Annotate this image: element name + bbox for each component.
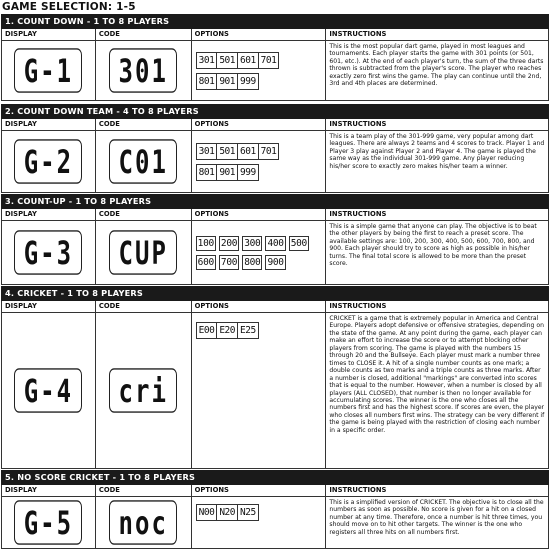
code-lcd: C01 [109,139,177,184]
display-column-header: DISPLAY [2,119,96,130]
options-list [192,41,326,100]
options-column-header: OPTIONS [192,485,327,496]
instructions-column-header: INSTRUCTIONS [326,301,549,312]
option-value: N20 [217,505,238,520]
code-lcd: 301 [109,48,177,93]
option-value: E00 [197,323,218,338]
game-row [1,313,549,469]
option-value: 701 [260,54,277,66]
options-list [192,497,326,548]
instructions-column-header: INSTRUCTIONS [326,485,549,496]
options-column-header: OPTIONS [192,301,327,312]
page-title: GAME SELECTION: 1-5 [2,1,136,13]
code-lcd: cri [109,368,177,413]
instructions-column-header: INSTRUCTIONS [326,119,549,130]
game-row [1,131,549,193]
game-section-4 [1,286,549,469]
display-column-header: DISPLAY [2,29,96,40]
column-header-row [1,301,549,313]
option-group [196,73,259,90]
option-value: E20 [217,323,238,338]
display-lcd: G-4 [14,368,82,413]
option-value: 200 [220,237,238,249]
section-header: 4. CRICKET - 1 TO 8 PLAYERS [1,286,549,301]
section-header: 2. COUNT DOWN TEAM - 4 TO 8 PLAYERS [1,104,549,119]
column-header-row [1,485,549,497]
option-value: 801 [197,165,218,180]
option-value: 801 [197,74,218,89]
option-value: 600 [197,256,214,268]
code-lcd: CUP [109,230,177,275]
option-value: 701 [260,145,277,157]
option-value: 301 [197,144,218,159]
instructions-column-header: INSTRUCTIONS [326,209,549,220]
options-column-header: OPTIONS [192,29,327,40]
game-section-3 [1,194,549,285]
option-value: 500 [290,237,307,249]
column-header-row [1,119,549,131]
game-row [1,41,549,101]
code-column-header: CODE [96,209,192,220]
option-group [196,52,280,69]
instructions-text: This is a simple game that anyone can play. The objective is to beat the other players by being the first to reach a preset score. The available settings are: 100, 200, 300, 400, 500, 600, 700, 800, and 900. Each player should try to score as high as possible in his/her turns. The final total score is allowed to be more than the preset score. [329,223,537,268]
option-value: N00 [197,505,218,520]
option-value: 400 [267,237,284,249]
options-column-header: OPTIONS [192,209,327,220]
option-value: 901 [217,165,238,180]
instructions-text: This is a team play of the 301-999 game, very popular among dart leagues. There are always 2 teams and 4 scores to track. Player 1 and Player 3 play against Player 2 and Player 4. The game is played the same way as the individual 301-999 game. Any player reducing his/her score to exactly zero makes his/her team a winner. [329,133,545,170]
option-value: 901 [217,74,238,89]
option-group [196,143,280,160]
options-list [192,131,326,192]
option-group [196,504,259,521]
game-section-1 [1,14,549,101]
option-group [196,164,259,181]
option-value: E25 [240,325,256,336]
display-column-header: DISPLAY [2,485,96,496]
option-group [196,322,259,339]
option-value: N25 [240,507,256,518]
instructions-text: This is a simplified version of CRICKET. The objective is to close all the numbers as soon as possible. No score is given for a hit on a closed number at any time. Therefore, once a number is hit three times, you should move on to hit other targets. The winner is the one who registers all three hits on all numbers first. [329,499,544,536]
code-column-header: CODE [96,29,192,40]
section-header: 5. NO SCORE CRICKET - 1 TO 8 PLAYERS [1,470,549,485]
code-column-header: CODE [96,119,192,130]
game-section-5 [1,470,549,549]
display-lcd: G-5 [14,500,82,545]
section-header: 1. COUNT DOWN - 1 TO 8 PLAYERS [1,14,549,29]
game-row [1,497,549,549]
option-value: 999 [240,166,256,178]
options-list [192,221,326,284]
column-header-row [1,29,549,41]
option-value: 501 [217,144,238,159]
options-list [192,313,326,468]
code-column-header: CODE [96,485,192,496]
code-lcd: noc [109,500,177,545]
game-section-2 [1,104,549,193]
option-value: 100 [197,237,214,249]
option-value: 999 [240,75,256,87]
display-column-header: DISPLAY [2,209,96,220]
option-value: 300 [244,237,261,249]
options-column-header: OPTIONS [192,119,327,130]
section-header: 3. COUNT-UP - 1 TO 8 PLAYERS [1,194,549,209]
instructions-column-header: INSTRUCTIONS [326,29,549,40]
game-row [1,221,549,285]
option-value: 301 [197,53,218,68]
display-column-header: DISPLAY [2,301,96,312]
option-value: 601 [238,144,259,159]
code-column-header: CODE [96,301,192,312]
display-lcd: G-2 [14,139,82,184]
column-header-row [1,209,549,221]
option-value: 800 [244,256,261,268]
option-value: 501 [217,53,238,68]
instructions-text: CRICKET is a game that is extremely popular in America and Central Europe. Players adopt defensive or offensive strategies, depending on the state of the game. At any point during the game, each player can make an effort to increase the score or to attempt blocking other players from scoring. The game is played with the numbers 15 through 20 and the Bullseye. Each player must mark a number three times to CLOSE it. A hit of a single number counts as one mark; a double counts as two marks and a triple counts as three marks. After a number is closed, additional "markings" are converted into scores that is equal to the number. However, when a number is closed by all players (ALL CLOSED), that number is then no longer available for accumulating scores. The winner is the one who closes all the numbers first and has the highest score. If scores are even, the player who closes all numbers first wins. The strategy can be very different if the game is being played with the restriction of closing each number in a specific order. [329,315,545,434]
display-lcd: G-1 [14,48,82,93]
display-lcd: G-3 [14,230,82,275]
option-value: 900 [267,256,284,268]
option-value: 601 [238,53,259,68]
instructions-text: This is the most popular dart game, played in most leagues and tournaments. Each player starts the game with 301 points (or 501, 601, etc.). At the end of each player's turn, the sum of the three darts thrown is subtracted from the player's score. The player who reaches exactly zero first wins the game. The play can continue until the 2nd, 3rd and 4th places are determined. [329,43,544,88]
option-value: 700 [220,256,238,268]
